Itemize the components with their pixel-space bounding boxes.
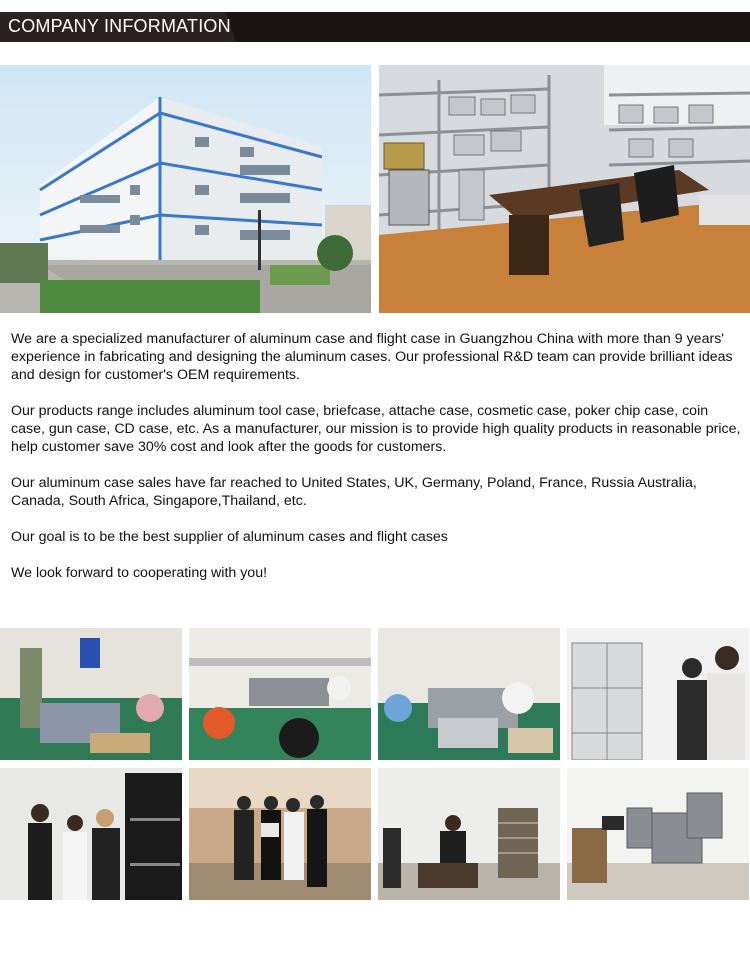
intro-paragraph-goal: Our goal is to be the best supplier of aluminum cases and flight cases bbox=[11, 529, 448, 545]
warehouse-photo-stock bbox=[567, 768, 749, 900]
factory-building-photo bbox=[0, 65, 371, 313]
team-photo-lobby bbox=[189, 768, 371, 900]
inspection-photo-cases bbox=[567, 628, 749, 760]
company-description bbox=[11, 330, 741, 600]
intro-paragraph-closing: We look forward to cooperating with you! bbox=[11, 565, 268, 581]
warehouse-photo-workers bbox=[378, 768, 560, 900]
intro-paragraph-markets: Our aluminum case sales have far reached to United States, UK, Germany, Poland, France, Russia Australia, Canada, South Africa, Singapore,Thailand, etc. bbox=[11, 475, 697, 509]
section-title: COMPANY INFORMATION bbox=[8, 16, 231, 36]
section-header bbox=[0, 12, 750, 42]
workshop-photo-assembly bbox=[189, 628, 371, 760]
intro-paragraph-products: Our products range includes aluminum tool case, briefcase, attache case, cosmetic case, poker chip case, coin case, gun case, CD case, etc. As a manufacturer, our mission is to provide high quality products in reasonable price, help customer save 30% cost and look after the goods for customers. bbox=[11, 403, 741, 455]
showroom-office-photo bbox=[379, 65, 750, 313]
intro-paragraph-experience: We are a specialized manufacturer of aluminum case and flight case in Guangzhou China with more than 9 years' experience in fabricating and designing the aluminum cases. Our professional R&D team can provide brilliant ideas and design for customer's OEM requirements. bbox=[11, 331, 733, 383]
workshop-photo-sewing bbox=[0, 628, 182, 760]
workshop-photo-production-line bbox=[378, 628, 560, 760]
team-photo-flight-cases bbox=[0, 768, 182, 900]
